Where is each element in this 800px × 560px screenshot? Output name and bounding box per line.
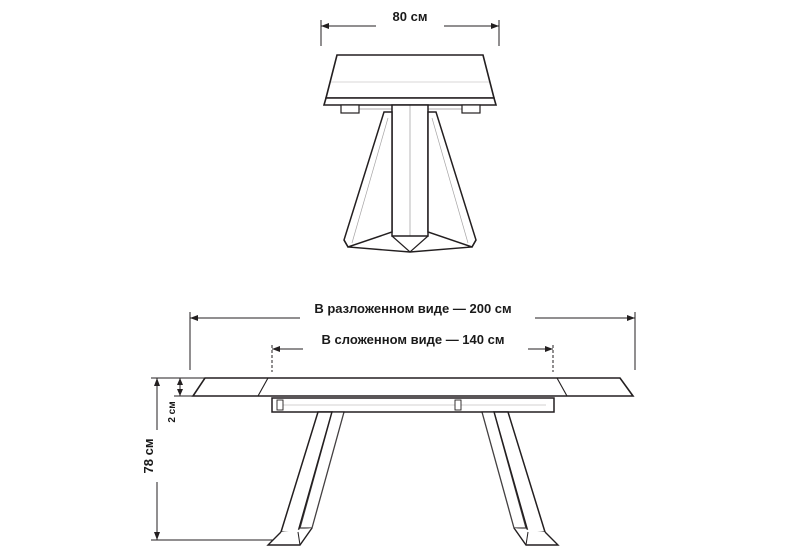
table-leg-right-top-view <box>428 112 476 247</box>
table-leg-right-front-view <box>482 412 558 545</box>
dimension-label-length-folded: В сложенном виде — 140 см <box>321 332 505 347</box>
table-top-front-view <box>193 378 633 396</box>
dimension-length-folded <box>272 345 553 372</box>
dimension-label-length-extended: В разложенном виде — 200 см <box>314 301 512 316</box>
table-apron-front-view <box>272 398 554 412</box>
dimension-label-thickness-top: 2 см <box>167 401 178 423</box>
dimension-label-height-total: 78 см <box>141 438 156 474</box>
front-view-group <box>141 301 635 545</box>
top-view-group <box>321 9 499 252</box>
table-top-surface <box>324 55 496 105</box>
table-leg-left-front-view <box>268 412 344 545</box>
table-leg-left-top-view <box>344 112 392 247</box>
table-leg-center-top-view <box>392 105 428 236</box>
dimension-label-width-80: 80 см <box>392 9 428 24</box>
